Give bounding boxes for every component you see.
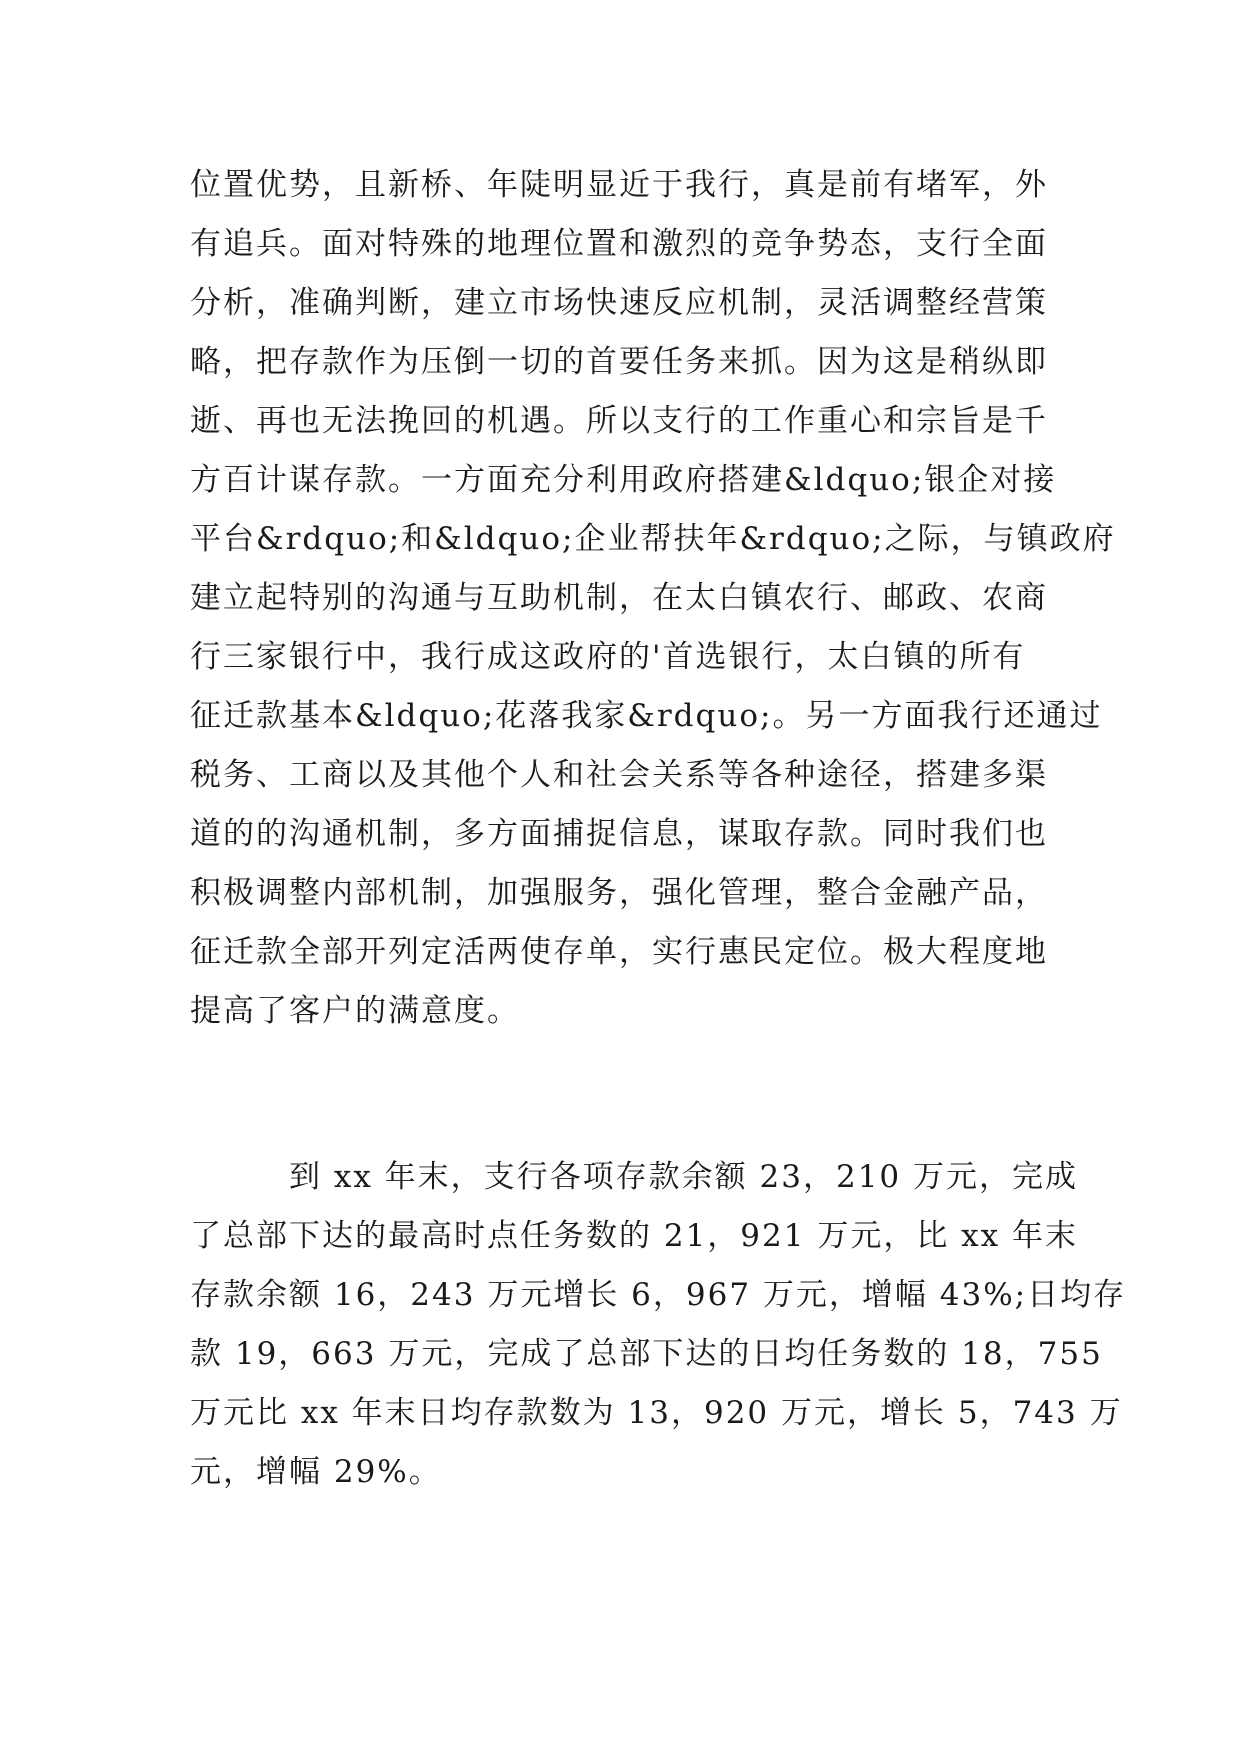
paragraph-line: 征迁款全部开列定活两使存单，实行惠民定位。极大程度地 — [190, 934, 1048, 970]
body-paragraph-2 — [190, 1148, 1127, 1502]
paragraph-line: 提高了客户的满意度。 — [190, 993, 520, 1029]
paragraph-line: 万元比 xx 年末日均存款数为 13，920 万元，增长 5，743 万 — [190, 1395, 1123, 1431]
paragraph-line: 款 19，663 万元，完成了总部下达的日均任务数的 18，755 — [190, 1336, 1103, 1372]
paragraph-line: 道的的沟通机制，多方面捕捉信息，谋取存款。同时我们也 — [190, 816, 1048, 852]
paragraph-line: 逝、再也无法挽回的机遇。所以支行的工作重心和宗旨是千 — [190, 403, 1048, 439]
paragraph-line: 分析，准确判断，建立市场快速反应机制，灵活调整经营策 — [190, 285, 1048, 321]
paragraph-line: 行三家银行中，我行成这政府的'首选银行，太白镇的所有 — [190, 639, 1026, 675]
body-paragraph-1 — [190, 156, 1116, 1041]
paragraph-line: 方百计谋存款。一方面充分利用政府搭建&ldquo;银企对接 — [190, 462, 1057, 498]
paragraph-line: 元，增幅 29%。 — [190, 1454, 442, 1490]
paragraph-line: 位置优势，且新桥、年陡明显近于我行，真是前有堵军，外 — [190, 167, 1048, 203]
paragraph-line: 征迁款基本&ldquo;花落我家&rdquo;。另一方面我行还通过 — [190, 698, 1103, 734]
paragraph-line: 到 xx 年末，支行各项存款余额 23，210 万元，完成 — [190, 1159, 1078, 1195]
paragraph-line: 有追兵。面对特殊的地理位置和激烈的竞争势态，支行全面 — [190, 226, 1048, 262]
paragraph-line: 存款余额 16，243 万元增长 6，967 万元，增幅 43%;日均存 — [190, 1277, 1127, 1313]
paragraph-line: 略，把存款作为压倒一切的首要任务来抓。因为这是稍纵即 — [190, 344, 1048, 380]
paragraph-line: 平台&rdquo;和&ldquo;企业帮扶年&rdquo;之际，与镇政府 — [190, 521, 1116, 557]
paragraph-line: 积极调整内部机制，加强服务，强化管理，整合金融产品， — [190, 875, 1048, 911]
paragraph-line: 建立起特别的沟通与互助机制，在太白镇农行、邮政、农商 — [190, 580, 1048, 616]
paragraph-line: 了总部下达的最高时点任务数的 21，921 万元，比 xx 年末 — [190, 1218, 1078, 1254]
paragraph-line: 税务、工商以及其他个人和社会关系等各种途径，搭建多渠 — [190, 757, 1048, 793]
